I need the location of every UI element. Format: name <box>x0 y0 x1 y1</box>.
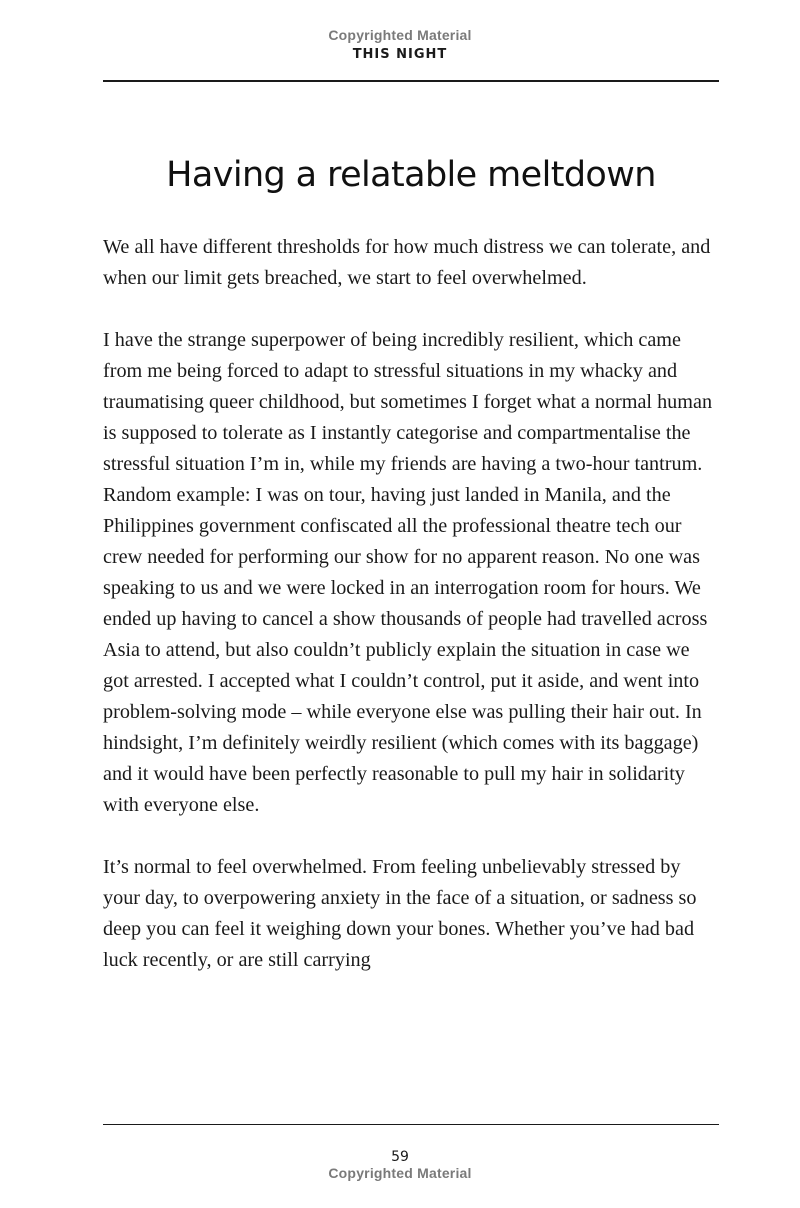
header-rule <box>103 80 719 82</box>
paragraph-1: We all have different thresholds for how much distress we can tolerate, and when our limit gets breached, we start to feel overwhelmed. <box>103 236 711 289</box>
section-title: Having a relatable meltdown <box>166 155 656 195</box>
paragraph-2: I have the strange superpower of being incredibly resilient, which came from me being forced to adapt to stressful situations in my whacky and traumatising queer childhood, but sometimes I forget what a normal human is supposed to tolerate as I instantly categorise and compartmentalise the stressful situation I’m in, while my friends are having a two-hour tantrum. Random example: I was on tour, having just landed in Manila, and the Philippines government confiscated all the professional theatre tech our crew needed for performing our show for no apparent reason. No one was speaking to us and we were locked in an interrogation room for hours. We ended up having to cancel a show thousands of people had travelled across Asia to attend, but also couldn’t publicly explain the situation in case we got arrested. I accepted what I couldn’t control, put it aside, and went into problem-solving mode – while everyone else was pulling their hair out. In hindsight, I’m definitely weirdly resilient (which comes with its baggage) and it would have been perfectly reasonable to pull my hair in solidarity with everyone else. <box>103 329 713 816</box>
body-text <box>103 232 719 976</box>
copyright-watermark-bottom: Copyrighted Material <box>328 1165 472 1181</box>
footer-rule <box>103 1124 719 1125</box>
paragraph-3: It’s normal to feel overwhelmed. From feeling unbelievably stressed by your day, to overpowering anxiety in the face of a situation, or sadness so deep you can feel it weighing down your bones. Whether you’ve had bad luck recently, or are still carrying <box>103 856 697 971</box>
page-number: 59 <box>391 1149 409 1165</box>
copyright-watermark-top: Copyrighted Material <box>328 27 472 43</box>
running-head: THIS NIGHT <box>352 47 448 62</box>
